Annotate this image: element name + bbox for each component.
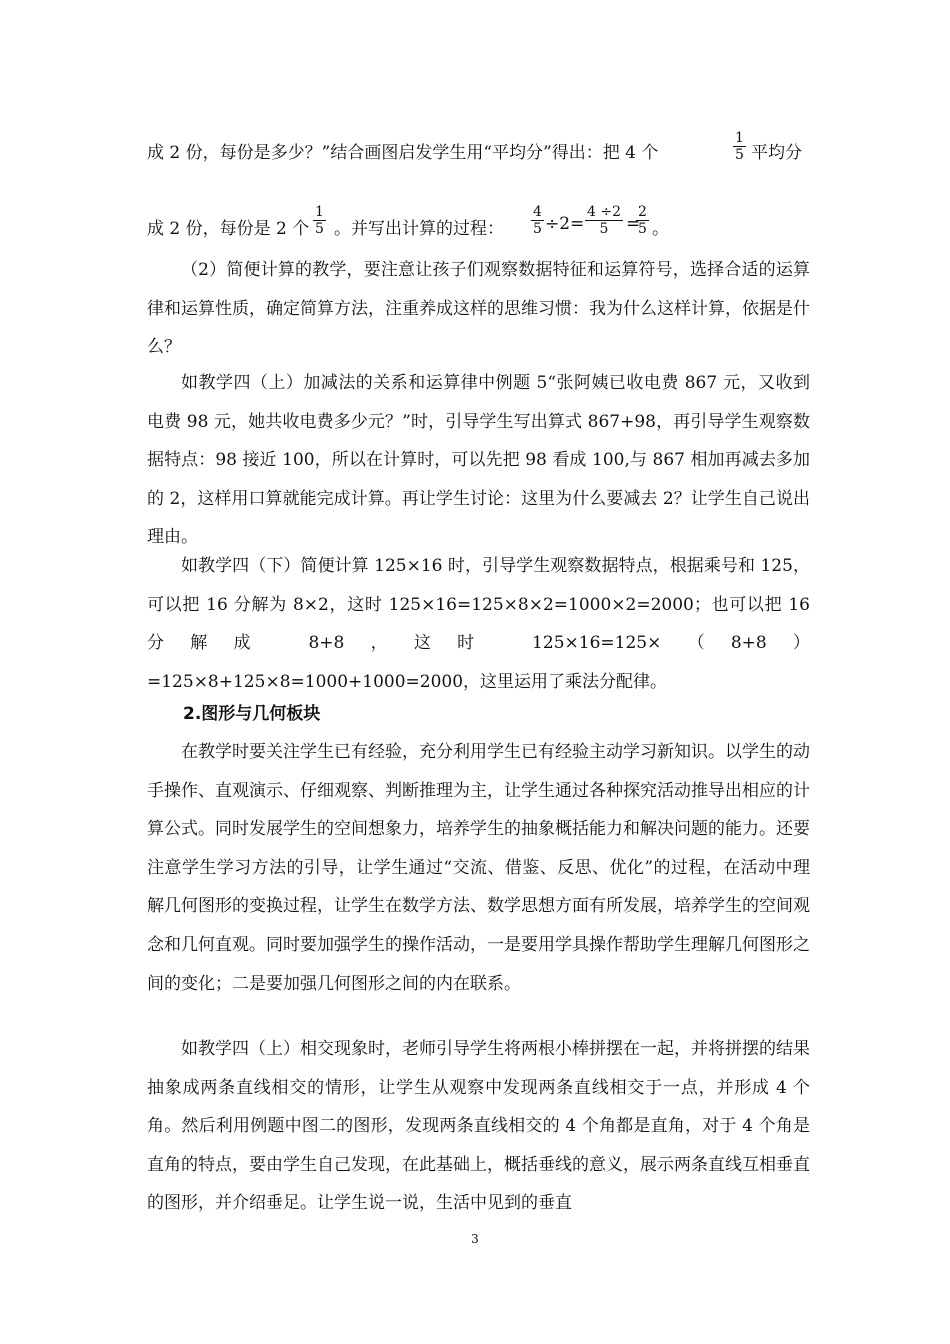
paragraph-example-addition: 如教学四（上）加减法的关系和运算律中例题 5“张阿姨已收电费 867 元，又收到电费 98 元，她共收电费多少元？”时，引导学生写出算式 867+98，再引导学生观察数据特点：98 接近 100，所以在计算时，可以先把 98 看成 100,与 867 相加再减去多加的 2，这样用口算就能完成计算。再让学生讨论：这里为什么要减去 2？让学生自己说出理由。 (147, 373, 810, 548)
line2-before: 成 2 份，每份是 2 个 (147, 219, 310, 239)
line2-middle: 。并写出计算的过程： (334, 219, 504, 239)
line1-after: 平均分 (751, 143, 802, 163)
paragraph-geometry: 在教学时要关注学生已有经验，充分利用学生已有经验主动学习新知识。以学生的动手操作、直观演示、仔细观察、判断推理为主，让学生通过各种探究活动推导出相应的计算公式。同时发展学生的空间想象力，培养学生的抽象概括能力和解决问题的能力。还要注意学生学习方法的引导，让学生通过“交流、借鉴、反思、优化”的过程，在活动中理解几何图形的变换过程，让学生在数学方法、数学思想方面有所发展，培养学生的空间观念和几何直观。同时要加强学生的操作活动，一是要用学具操作帮助学生理解几何图形之间的变化；二是要加强几何图形之间的内在联系。 (147, 742, 810, 994)
fraction-two-fifths: 2 5 (638, 204, 647, 237)
fraction-four-fifths: 4 5 (533, 204, 542, 237)
page-number: 3 (471, 1232, 479, 1246)
line2-op2: = (626, 214, 641, 234)
line2-end: 。 (652, 219, 669, 239)
paragraph-simple-calculation: （2）简便计算的教学，要注意让孩子们观察数据特征和运算符号，选择合适的运算律和运算性质，确定简算方法，注重养成这样的思维习惯：我为什么这样计算，依据是什么？ (147, 260, 810, 358)
line2-op1: ÷2= (545, 214, 585, 234)
section-heading: 2.图形与几何板块 (183, 704, 321, 724)
fraction-one-fifth: 1 5 (735, 130, 744, 163)
fraction-four-div-two-fifths: 4 ÷2 5 (587, 204, 621, 237)
line1-before: 成 2 份，每份是多少？”结合画图启发学生用“平均分”得出：把 4 个 (147, 143, 659, 163)
fraction-one-fifth-2: 1 5 (315, 204, 324, 237)
paragraph-example-multiplication: 如教学四（下）简便计算 125×16 时，引导学生观察数据特点，根据乘号和 125，可以把 16 分解为 8×2，这时 125×16=125×8×2=1000×2=2000；也可以把 16 分解成 8+8，这时 125×16=125×（8+8）=125×8+125×8=1000+1000=2000，这里运用了乘法分配律。 (147, 556, 810, 692)
paragraph-example-intersection: 如教学四（上）相交现象时，老师引导学生将两根小棒拼摆在一起，并将拼摆的结果抽象成两条直线相交的情形，让学生从观察中发现两条直线相交于一点，并形成 4 个角。然后利用例题中图二的图形，发现两条直线相交的 4 个角都是直角，对于 4 个角是直角的特点，要由学生自己发现，在此基础上，概括垂线的意义，展示两条直线互相垂直的图形，并介绍垂足。让学生说一说，生活中见到的垂直 (147, 1039, 810, 1214)
